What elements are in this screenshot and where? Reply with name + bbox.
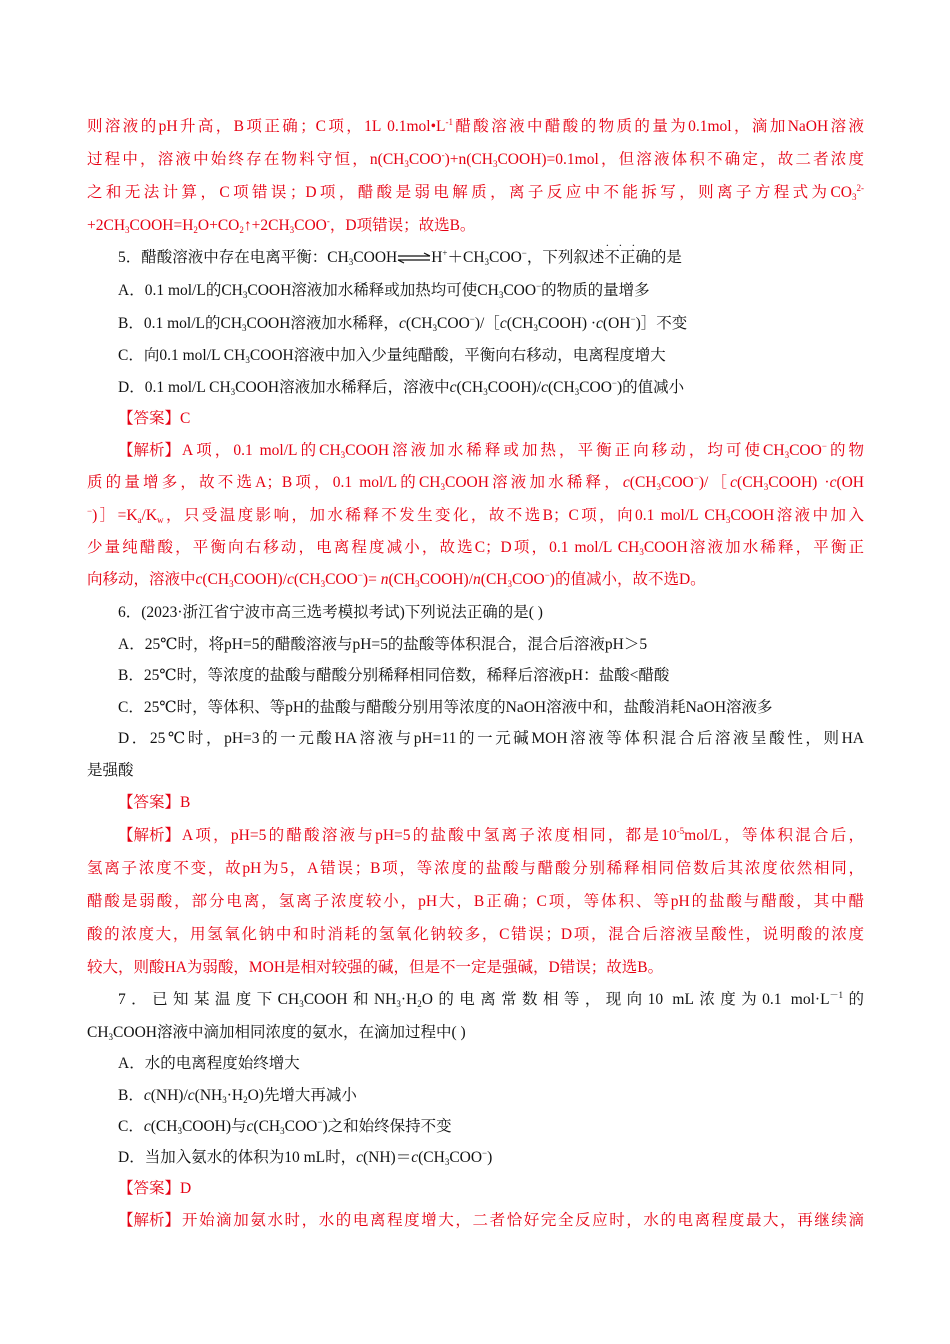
q4-explanation-line-3: 之和无法计算，C项错误；D项，醋酸是弱电解质，离子反应中不能拆写，则离子方程式为$CO_3^{2-}$ — [87, 183, 864, 202]
q7-option-d: D．当加入氨水的体积为10 mL时，$c(NH)=c(CH_3COO^-)$ — [118, 1148, 493, 1167]
q4-explanation-line-2: 过程中，溶液中始终存在物料守恒，$n(CH_3COO^-)+n(CH_3COOH)=0.1mol$，但溶液体积不确定，故二者浓度 — [87, 150, 864, 169]
q5-explanation-line-1: 【解析】 A项，0.1 mol/L的$CH_3COOH$溶液加水稀释或加热，平衡正向移动，均可使$CH_3COO^-$的物 — [118, 441, 864, 460]
q5-explanation-line-4: 少量纯醋酸，平衡向右移动，电离程度减小，故选C；D项，0.1 mol/L $CH_3COOH$溶液加水稀释，平衡正 — [87, 539, 864, 557]
q5-explanation-line-5: 向移动，溶液中$c(CH_3COOH)/c(CH_3COO^-)=$ $n(CH_3COOH)/n(CH_3COO^-)$的值减小，故不选D。 — [87, 570, 706, 589]
q5-option-b: B．0.1 mol/L的$CH_3COOH$溶液加水稀释，$c(CH_3COO^-)/[c(CH_3COOH)$ ·c(OH−)］不变 — [118, 314, 688, 333]
q6-explanation-line-5: 较大，则酸HA为弱酸，MOH是相对较强的碱，但是不一定是强碱，D错误；故选B。 — [87, 959, 664, 976]
q5-explanation-line-3: $^-)]=K_a/K_w$，只受温度影响，加水稀释不发生变化，故不选B；C项，向0.1 mol/L $CH_3COOH$溶液中加入 — [87, 506, 864, 525]
q7-option-c: C．$c(CH_3COOH)$与$c(CH_3COO^-)$之和始终保持不变 — [118, 1117, 452, 1136]
q6-explanation-line-2: 氢离子浓度不变，故pH为5，A错误；B项，等浓度的盐酸与醋酸分别稀释相同倍数后其浓度依然相同， — [87, 860, 864, 877]
q6-answer: 【答案】B — [118, 794, 191, 811]
q5-answer: 【答案】C — [118, 410, 191, 427]
q7-option-b: B．$c(NH)/c(NH_3\cdot H_2O)$先增大再减小 — [118, 1087, 357, 1105]
q6-option-a: A．25℃时，将pH=5的醋酸溶液与pH=5的盐酸等体积混合，混合后溶液pH＞5 — [118, 636, 648, 653]
q6-option-c: C．25℃时，等体积、等pH的盐酸与醋酸分别用等浓度的NaOH溶液中和，盐酸消耗NaOH溶液多 — [118, 699, 773, 716]
q5-option-d: D．0.1 mol/L $CH_3COOH$溶液加水稀释后，溶液中$c(CH_3COOH)/c(CH_3COO^-)$的值减小 — [118, 378, 685, 397]
q5-option-a: A．0.1 mol/L的$CH_3COOH$溶液加水稀释或加热均可使$CH_3COO^-$的物质的量增多 — [118, 281, 650, 300]
q6-explanation-line-1: 【解析】 A项，pH=5的醋酸溶液与pH=5的盐酸中氢离子浓度相同，都是$10^{-5}mol/L$，等体积混合后， — [118, 826, 864, 844]
q6-stem: 6．(2023·浙江省宁波市高三选考模拟考试)下列说法正确的是( ) — [118, 604, 543, 621]
q4-explanation-line-1: 则溶液的pH升高，B项正确；C项，1L $0.1mol•L^{-1}$醋酸溶液中醋酸的物质的量为0.1mol，滴加NaOH溶液 — [87, 117, 864, 135]
emphasis-dots: · · 不正确 — [604, 247, 651, 269]
q6-option-b: B．25℃时，等浓度的盐酸与醋酸分别稀释相同倍数，稀释后溶液pH：盐酸<醋酸 — [118, 667, 670, 684]
q5-option-c: C．向0.1 mol/L $CH_3COOH$溶液中加入少量纯醋酸，平衡向右移动，电离程度增大 — [118, 347, 666, 365]
q6-option-d-line-2: 是强酸 — [87, 762, 134, 779]
equilibrium-arrow-icon — [397, 252, 431, 264]
q5-explanation-line-2: 质的量增多，故不选A；B项，0.1 mol/L的$CH_3COOH$溶液加水稀释，$c(CH_3COO^-)/[c(CH_3COOH) \cdot c(OH$ — [87, 473, 865, 492]
q6-option-d-line-1: D．25℃时，pH=3的一元酸HA溶液与pH=11的一元碱MOH溶液等体积混合后溶液呈酸性，则HA — [118, 730, 864, 747]
q7-stem-line-1: 7．已知某温度下$CH_3COOH$和$NH_3\cdot H_2O$的电离常数相等，现向10 mL浓度为0.1 $mol\cdot L^{-1}$的 — [118, 990, 864, 1009]
q6-explanation-line-3: 醋酸是弱酸，部分电离，氢离子浓度较小，pH大，B正确；C项，等体积、等pH的盐酸与醋酸，其中醋 — [87, 893, 864, 910]
q4-explanation-line-4: $+2CH_3COOH=H_2O+CO_2↑+2CH_3COO^-$，D项错误；故选B。 — [87, 216, 476, 235]
q6-explanation-line-4: 酸的浓度大，用氢氧化钠中和时消耗的氢氧化钠较多，C错误；D项，混合后溶液呈酸性，说明酸的浓度 — [87, 926, 864, 943]
q7-option-a: A．水的电离程度始终增大 — [118, 1055, 300, 1072]
q5-stem: 5．醋酸溶液中存在电离平衡：$CH_3COOH$ $H^++CH_3COO^-$，下列叙述· · 不正确的是 — [118, 247, 864, 269]
q7-stem-line-2: $CH_3COOH$溶液中滴加相同浓度的氨水，在滴加过程中( ) — [87, 1024, 466, 1042]
q7-explanation-line-1: 【解析】 开始滴加氨水时，水的电离程度增大，二者恰好完全反应时，水的电离程度最大，再继续滴 — [118, 1212, 864, 1229]
q7-answer: 【答案】D — [118, 1180, 192, 1197]
